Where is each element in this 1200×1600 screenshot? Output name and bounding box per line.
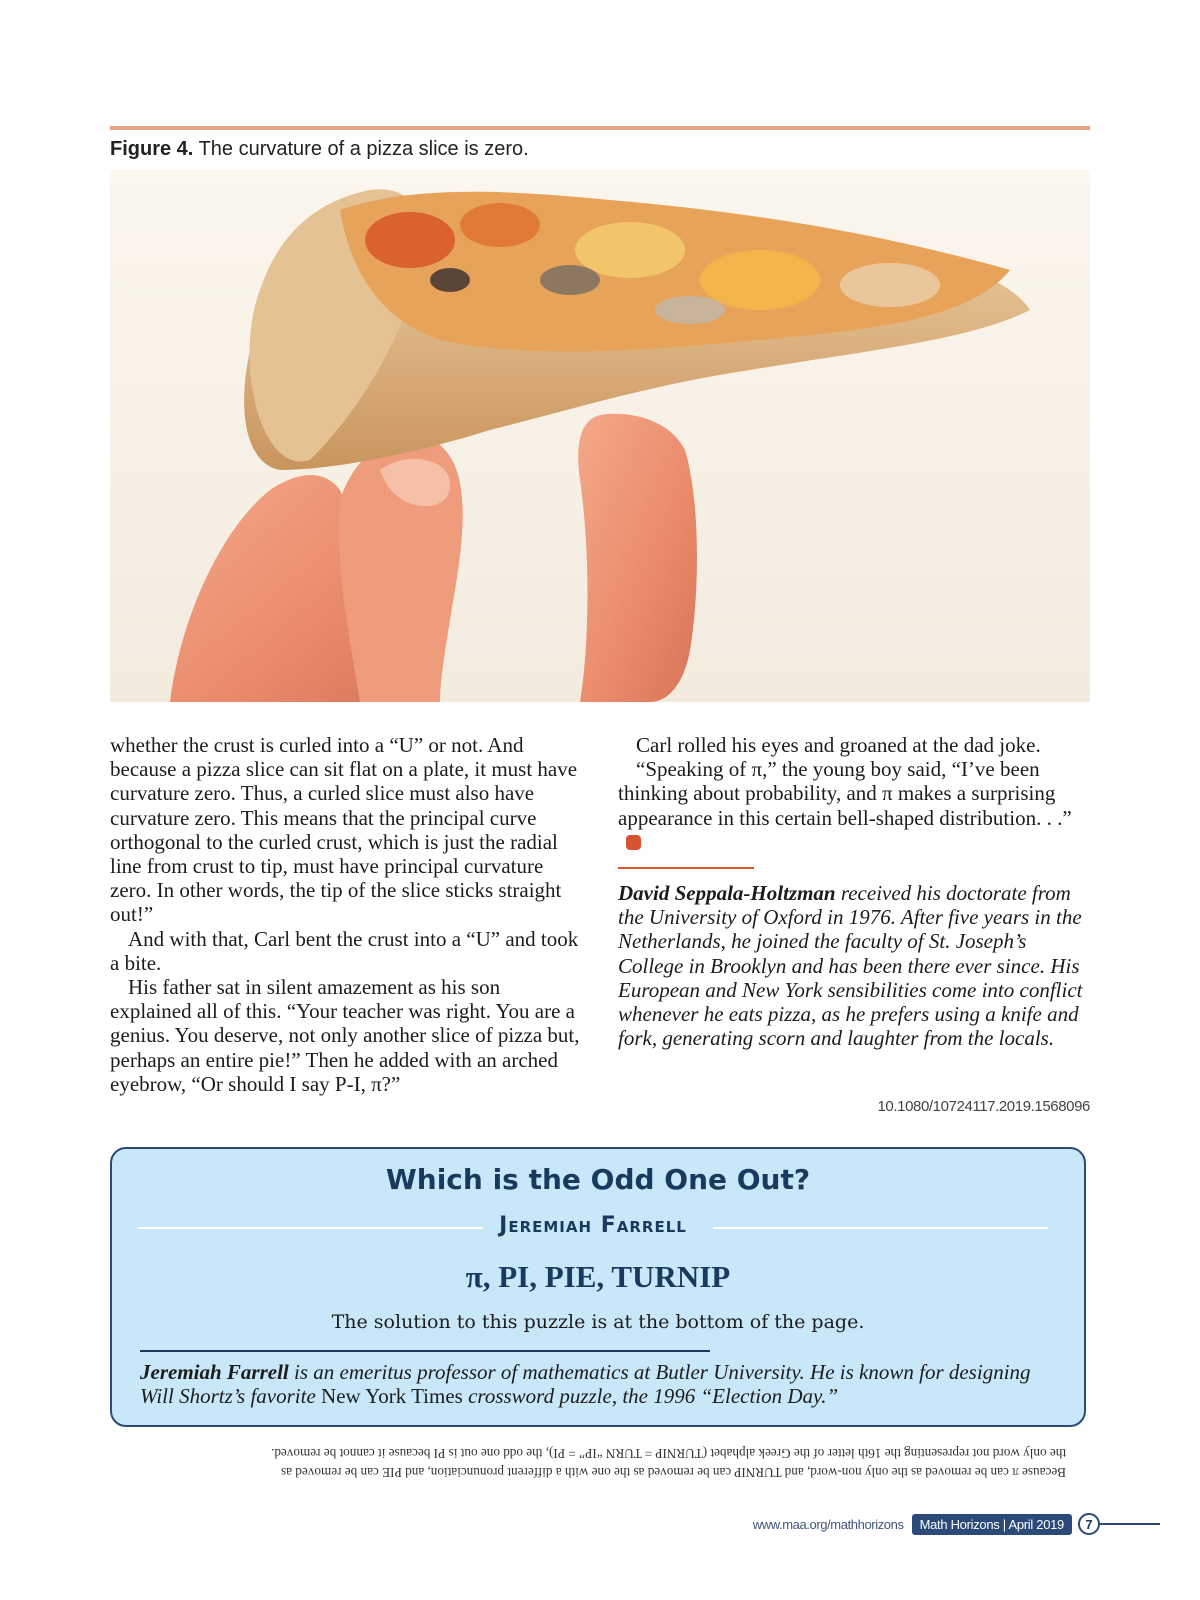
figure-caption-text: The curvature of a pizza slice is zero. [198,138,529,160]
article-paragraph-final [618,757,1090,854]
article-paragraph-text: “Speaking of π,” the young boy said, “I’ve been thinking about probability, and π makes a surprising appearance in this certain bell-shaped distribution. . .” [618,757,1072,830]
article-paragraph: Carl rolled his eyes and groaned at the dad joke. [636,733,1041,757]
puzzle-subtitle: The solution to this puzzle is at the bottom of the page. [331,1311,865,1333]
author-bio-text: received his doctorate from the University of Oxford in 1976. After five years in the Netherlands, he joined the faculty of St. Joseph’s College in Brooklyn and has been there ever since. His European and New York sensibilities come into conflict whenever he eats pizza, as he prefers using a knife and fork, generating scorn and laughter from the locals. [618,881,1083,1051]
article-paragraph: whether the crust is curled into a “U” or not. And because a pizza slice can sit flat on a plate, it must have curvature zero. Thus, a curled slice must also have curvature zero. This means that the principal curve orthogonal to the curled crust, which is just the radial line from crust to tip, must have principal curvature zero. In other words, the tip of the slice sticks straight out!” [110,733,578,927]
author-bio [618,881,1090,1050]
puzzle-bio-divider [140,1350,710,1352]
doi-label: 10.1080/10724117.2019.1568096 [877,1098,1090,1115]
author-bio-name: David Seppala-Holtzman [618,881,836,906]
article-right-column [618,733,1090,1050]
article-paragraph: And with that, Carl bent the crust into a “U” and took a bite. [110,926,579,975]
figure-label: Figure 4. [110,138,194,160]
article-paragraph: His father sat in silent amazement as his son explained all of this. “Your teacher was right. You are a genius. You deserve, not only another slice of pizza but, perhaps an entire pie!” Then he added with an arched eyebrow, “Or should I say P-I, π?” [110,975,580,1096]
page-number: 7 [1078,1513,1100,1535]
upside-down-solution [134,1444,1066,1482]
puzzle-bio-text-end: crossword puzzle, the 1996 “Election Day.” [462,1384,839,1408]
puzzle-box [110,1147,1086,1427]
puzzle-bio-text: is an emeritus professor of mathematics at Butler University. He is known for designing Will Shortz’s favorite [140,1360,1031,1408]
solution-line: the only word not representing the 16th letter of the Greek alphabet (TURNIP = TURN “IP” = PI), the odd one out is PI because it cannot be removed. [271,1446,1066,1461]
bio-divider [618,867,754,869]
figure-caption [110,138,529,161]
puzzle-words: π, PI, PIE, TURNIP [465,1259,731,1294]
pizza-slice-photo [110,170,1090,702]
footer-tail-rule [1100,1523,1160,1525]
puzzle-bio-newspaper: New York Times [321,1384,463,1408]
end-of-article-icon [626,835,641,850]
puzzle-title: Which is the Odd One Out? [385,1163,811,1196]
footer-url: www.maa.org/mathhorizons [752,1516,904,1532]
top-accent-rule [110,126,1090,130]
puzzle-bio-name: Jeremiah Farrell [140,1360,289,1384]
puzzle-author: Jeremiah Farrell [499,1213,687,1238]
solution-line: Because π can be removed as the only non-word, and TURNIP can be removed as the one with a different pronunciation, and PIE can be removed as [281,1465,1066,1480]
puzzle-author-row [138,1213,1048,1241]
page-footer [753,1511,1160,1537]
puzzle-author-bio [140,1360,1054,1408]
article-left-column [110,733,582,1096]
footer-magazine-badge: Math Horizons | April 2019 [912,1514,1072,1535]
